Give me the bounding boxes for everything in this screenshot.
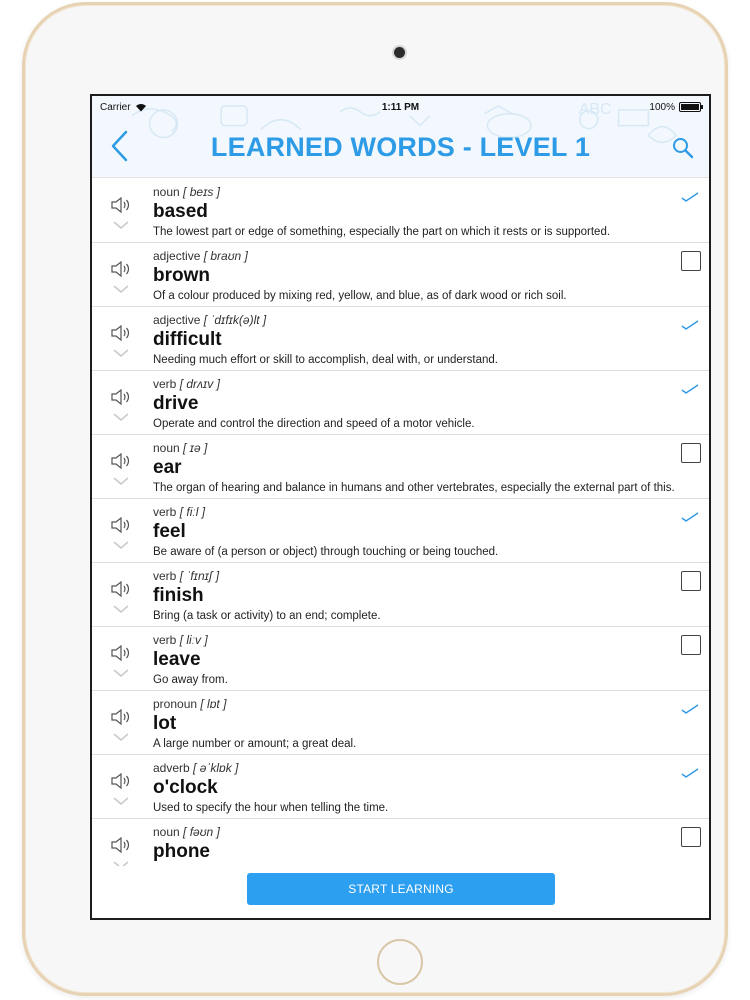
word: finish <box>153 585 204 606</box>
word-row <box>92 755 709 819</box>
page-title: LEARNED WORDS - LEVEL 1 <box>210 132 591 162</box>
clock: 1:11 PM <box>381 101 420 113</box>
chevron-down-icon[interactable] <box>113 732 129 742</box>
tablet-frame <box>22 2 728 996</box>
definition: Be aware of (a person or object) through touching or being touched. <box>153 546 499 558</box>
definition: Needing much effort or skill to accomplish, deal with, or understand. <box>153 354 498 366</box>
checkmark-icon[interactable] <box>681 767 699 779</box>
word: leave <box>153 649 201 670</box>
definition: The organ of hearing and balance in humans and other vertebrates, especially the external part of this. <box>153 482 675 494</box>
word: phone <box>153 841 210 862</box>
phonetic: [ liːv ] <box>179 633 208 647</box>
front-camera <box>394 47 405 58</box>
part-of-speech: adjective <box>153 249 201 263</box>
word-meta <box>153 569 219 583</box>
svg-text:ABC: ABC <box>578 100 612 118</box>
chevron-down-icon[interactable] <box>113 284 129 294</box>
word-row <box>92 627 709 691</box>
chevron-down-icon[interactable] <box>113 796 129 806</box>
learned-checkbox[interactable] <box>681 635 701 655</box>
word-meta <box>153 249 248 263</box>
phonetic: [ lɒt ] <box>200 697 227 711</box>
definition: The lowest part or edge of something, especially the part on which it rests or is supported. <box>153 226 611 238</box>
checkmark-icon[interactable] <box>681 383 699 395</box>
home-button[interactable] <box>377 939 423 985</box>
phonetic: [ əˈklɒk ] <box>193 761 239 775</box>
definition: Of a colour produced by mixing red, yellow, and blue, as of dark wood or rich soil. <box>153 290 567 302</box>
word-row <box>92 819 709 869</box>
start-learning-button[interactable]: START LEARNING <box>247 873 555 905</box>
definition: Bring (a task or activity) to an end; complete. <box>153 610 381 622</box>
speaker-icon[interactable] <box>110 261 132 277</box>
chevron-down-icon[interactable] <box>113 540 129 550</box>
checkmark-icon[interactable] <box>681 319 699 331</box>
word-meta <box>153 697 226 711</box>
word: feel <box>153 521 186 542</box>
word-meta <box>153 313 266 327</box>
status-bar <box>92 96 709 118</box>
word-row <box>92 371 709 435</box>
part-of-speech: verb <box>153 569 177 583</box>
chevron-down-icon[interactable] <box>113 668 129 678</box>
part-of-speech: pronoun <box>153 697 198 711</box>
word-row <box>92 435 709 499</box>
word: drive <box>153 393 199 414</box>
phonetic: [ ˈdɪfɪk(ə)lt ] <box>203 313 267 327</box>
part-of-speech: verb <box>153 505 177 519</box>
learned-checkbox[interactable] <box>681 251 701 271</box>
speaker-icon[interactable] <box>110 325 132 341</box>
speaker-icon[interactable] <box>110 581 132 597</box>
app-screen <box>90 94 711 920</box>
speaker-icon[interactable] <box>110 517 132 533</box>
word-row <box>92 499 709 563</box>
phonetic: [ drʌɪv ] <box>179 377 220 391</box>
part-of-speech: noun <box>153 825 180 839</box>
battery-percent: 100% <box>649 101 675 113</box>
checkmark-icon[interactable] <box>681 703 699 715</box>
part-of-speech: adverb <box>153 761 190 775</box>
word-list <box>92 179 709 869</box>
word: lot <box>153 713 177 734</box>
checkmark-icon[interactable] <box>681 191 699 203</box>
wifi-icon <box>135 103 147 112</box>
chevron-down-icon[interactable] <box>113 476 129 486</box>
phonetic: [ braʊn ] <box>203 249 248 263</box>
speaker-icon[interactable] <box>110 389 132 405</box>
word-row <box>92 563 709 627</box>
speaker-icon[interactable] <box>110 453 132 469</box>
word-meta <box>153 761 238 775</box>
chevron-down-icon[interactable] <box>113 412 129 422</box>
word-meta <box>153 633 208 647</box>
word: o'clock <box>153 777 218 798</box>
word: ear <box>153 457 182 478</box>
speaker-icon[interactable] <box>110 709 132 725</box>
word-row <box>92 179 709 243</box>
part-of-speech: verb <box>153 633 177 647</box>
learned-checkbox[interactable] <box>681 827 701 847</box>
phonetic: [ beɪs ] <box>183 185 221 199</box>
speaker-icon[interactable] <box>110 837 132 853</box>
speaker-icon[interactable] <box>110 645 132 661</box>
part-of-speech: noun <box>153 185 180 199</box>
phonetic: [ ɪə ] <box>183 441 208 455</box>
battery-icon <box>679 102 701 112</box>
speaker-icon[interactable] <box>110 197 132 213</box>
learned-checkbox[interactable] <box>681 571 701 591</box>
word-meta <box>153 377 220 391</box>
definition: A large number or amount; a great deal. <box>153 738 357 750</box>
part-of-speech: adjective <box>153 313 201 327</box>
chevron-down-icon[interactable] <box>113 348 129 358</box>
word-meta <box>153 505 205 519</box>
learned-checkbox[interactable] <box>681 443 701 463</box>
carrier-label: Carrier <box>100 101 131 113</box>
search-icon[interactable] <box>671 136 695 160</box>
word: based <box>153 201 208 222</box>
phonetic: [ ˈfɪnɪʃ ] <box>179 569 220 583</box>
phonetic: [ fiːl ] <box>179 505 206 519</box>
phonetic: [ fəʊn ] <box>183 825 220 839</box>
word-meta <box>153 825 220 839</box>
word-row <box>92 691 709 755</box>
part-of-speech: noun <box>153 441 180 455</box>
header <box>92 96 709 178</box>
word: brown <box>153 265 210 286</box>
footer <box>92 866 709 918</box>
checkmark-icon[interactable] <box>681 511 699 523</box>
definition: Go away from. <box>153 674 228 686</box>
word-meta <box>153 441 207 455</box>
part-of-speech: verb <box>153 377 177 391</box>
definition: Operate and control the direction and speed of a motor vehicle. <box>153 418 475 430</box>
word-row <box>92 243 709 307</box>
speaker-icon[interactable] <box>110 773 132 789</box>
chevron-down-icon[interactable] <box>113 220 129 230</box>
word-meta <box>153 185 220 199</box>
definition: Used to specify the hour when telling the time. <box>153 802 389 814</box>
word-row <box>92 307 709 371</box>
word: difficult <box>153 329 222 350</box>
chevron-down-icon[interactable] <box>113 604 129 614</box>
